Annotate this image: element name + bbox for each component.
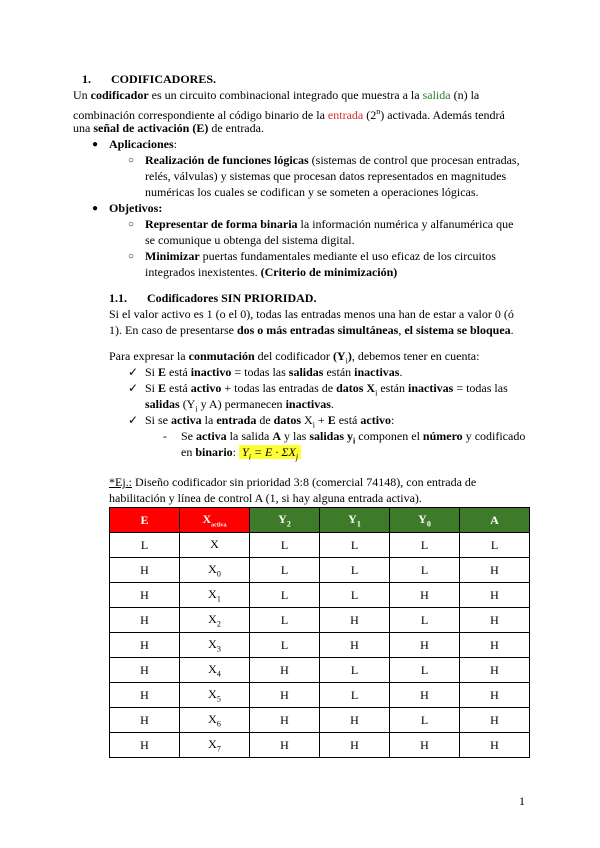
table-cell: L xyxy=(250,533,320,558)
text-bold: inactivas xyxy=(354,365,400,379)
cell-text: X xyxy=(208,561,217,576)
table-cell: H xyxy=(110,558,180,583)
check-icon: ✓ xyxy=(128,365,139,379)
table-cell: H xyxy=(110,733,180,758)
cell-text: X xyxy=(208,686,217,701)
header-subscript: 0 xyxy=(426,519,431,529)
text-red: entrada xyxy=(327,108,364,122)
table-cell: H xyxy=(110,708,180,733)
subscript: i xyxy=(375,388,378,398)
table-cell xyxy=(180,583,250,608)
table-cell: L xyxy=(390,708,460,733)
table-cell: H xyxy=(460,633,530,658)
text-bold: conmutación xyxy=(188,349,255,363)
text: del codificador xyxy=(254,349,333,363)
example-prefix: *Ej.: xyxy=(109,475,132,489)
table-cell: L xyxy=(320,658,390,683)
table-cell: H xyxy=(320,633,390,658)
check-icon: ✓ xyxy=(128,381,139,395)
text: y codificado xyxy=(462,429,526,443)
text-bold: E xyxy=(158,365,167,379)
text: puertas fundamentales mediante el uso eficaz de los circuitos xyxy=(199,249,496,263)
text: , xyxy=(398,323,405,337)
text: Se xyxy=(181,429,196,443)
table-cell xyxy=(180,558,250,583)
table-cell: H xyxy=(460,608,530,633)
text-bold: inactivas xyxy=(407,381,454,395)
table-cell: L xyxy=(460,533,530,558)
text-bold: señal de activación (E) xyxy=(93,121,209,135)
text-bold: el sistema se bloquea xyxy=(404,323,511,337)
text-bold: activa xyxy=(171,413,202,427)
table-cell: H xyxy=(390,583,460,608)
truth-table xyxy=(109,507,530,758)
highlighted-formula xyxy=(239,445,301,462)
table-cell: H xyxy=(460,708,530,733)
text: Si el valor activo es 1 (o el 0), todas las entradas menos una han de estar a valor 0 (ó xyxy=(109,307,514,321)
table-cell: L xyxy=(250,558,320,583)
text: habilitación y línea de control A (1, si hay alguna entrada activa). xyxy=(109,491,422,505)
text: = todas las xyxy=(453,381,508,395)
bullet-icon: ● xyxy=(92,139,99,150)
text-bold: binario xyxy=(195,445,233,459)
table-row xyxy=(110,633,530,658)
table-row xyxy=(110,708,530,733)
cell-text: X xyxy=(208,611,217,626)
header-cell xyxy=(390,508,460,533)
table-row xyxy=(110,733,530,758)
formula-text: = E · ΣX xyxy=(250,445,296,459)
text: 1). En caso de presentarse xyxy=(109,323,237,337)
cell-subscript: 4 xyxy=(216,669,221,679)
table-cell: L xyxy=(390,658,460,683)
circle-bullet-icon: ○ xyxy=(128,155,135,166)
text-bold: codificador xyxy=(90,88,149,102)
table-cell xyxy=(180,683,250,708)
text: la salida xyxy=(226,429,273,443)
subscript: i xyxy=(195,404,198,414)
header-label: Y xyxy=(278,511,287,526)
text-bold: E xyxy=(158,381,167,395)
text-green: salida xyxy=(422,88,451,102)
header-cell xyxy=(320,508,390,533)
text-bold: activo xyxy=(190,381,222,395)
subsection-number: 1.1. xyxy=(109,291,127,305)
cell-subscript: 0 xyxy=(216,569,221,579)
table-cell: H xyxy=(110,583,180,608)
text: se comunique u obtenga del sistema digital. xyxy=(145,233,355,247)
header-label: E xyxy=(140,512,149,527)
circle-bullet-icon: ○ xyxy=(128,219,135,230)
text-bold: Representar de forma binaria xyxy=(145,217,298,231)
text-bold: inactivo xyxy=(190,365,232,379)
dash-item-line-2 xyxy=(181,444,301,465)
text-bold: entrada xyxy=(216,413,257,427)
table-row xyxy=(110,533,530,558)
text: + todas las entradas de xyxy=(221,381,337,395)
text-bold: activo xyxy=(360,413,392,427)
text-bold: Aplicaciones xyxy=(109,137,174,151)
header-cell xyxy=(250,508,320,533)
text-bold: inactivas xyxy=(285,397,331,411)
header-label: X xyxy=(202,511,212,526)
table-row xyxy=(110,558,530,583)
cell-subscript: 2 xyxy=(216,619,221,629)
table-cell: L xyxy=(250,583,320,608)
table-cell: H xyxy=(460,658,530,683)
table-cell xyxy=(180,608,250,633)
text-bold: salidas xyxy=(145,397,180,411)
cell-subscript: 1 xyxy=(216,594,221,604)
text-bold: salidas xyxy=(288,365,324,379)
cell-text: X xyxy=(208,586,217,601)
aplicaciones-label xyxy=(109,136,177,152)
table-cell: H xyxy=(250,658,320,683)
text: numéricas los cuales se codifican y se someten a operaciones lógicas. xyxy=(145,185,479,199)
table-cell: L xyxy=(320,583,390,608)
table-cell: H xyxy=(390,733,460,758)
table-cell: H xyxy=(320,708,390,733)
text: = todas las xyxy=(231,365,289,379)
table-cell: H xyxy=(320,608,390,633)
text: es un circuito combinacional integrado que muestra a la xyxy=(148,88,423,102)
header-subscript: activa xyxy=(211,522,227,529)
header-subscript: 2 xyxy=(286,519,291,529)
text: de entrada. xyxy=(208,121,264,135)
text: ) activada. Además tendrá xyxy=(380,108,505,122)
table-cell xyxy=(180,533,250,558)
subscript: i xyxy=(353,436,356,446)
text: : xyxy=(232,445,240,459)
table-cell: L xyxy=(320,558,390,583)
cell-subscript: 5 xyxy=(216,694,221,704)
text: . xyxy=(330,397,334,411)
header-subscript: 1 xyxy=(356,519,361,529)
text: relés, válvulas) y sistemas que procesan datos representados en magnitudes xyxy=(145,169,507,183)
subscript: i xyxy=(345,356,348,366)
section-heading xyxy=(82,71,216,87)
text: : xyxy=(173,137,178,151)
text: Diseño codificador sin prioridad 3:8 (comercial 74148), con entrada de xyxy=(132,475,477,489)
table-cell: H xyxy=(390,683,460,708)
table-cell: H xyxy=(460,558,530,583)
text: en xyxy=(181,445,196,459)
subsection-title: Codificadores SIN PRIORIDAD. xyxy=(147,291,317,305)
text: Si se xyxy=(145,413,172,427)
table-cell: L xyxy=(250,633,320,658)
bullet-icon: ● xyxy=(92,203,99,214)
text-bold: (Y xyxy=(332,349,346,363)
superscript: n xyxy=(376,107,381,116)
table-cell: H xyxy=(250,708,320,733)
table-cell: L xyxy=(250,608,320,633)
text: . xyxy=(399,365,403,379)
header-cell xyxy=(180,508,250,533)
text: y A) permanecen xyxy=(197,397,286,411)
text-bold: (Criterio de minimización) xyxy=(260,265,398,279)
text-bold: datos xyxy=(273,413,302,427)
text: está xyxy=(166,365,191,379)
dash-bullet: - xyxy=(163,429,167,443)
table-cell: H xyxy=(460,683,530,708)
table-cell xyxy=(180,708,250,733)
table-body xyxy=(110,533,530,758)
table-row xyxy=(110,583,530,608)
text: componen el xyxy=(355,429,423,443)
text-bold: ) xyxy=(347,349,352,363)
text: la información numérica y alfanumérica que xyxy=(297,217,514,231)
table-cell: L xyxy=(320,683,390,708)
text-bold: Minimizar xyxy=(145,249,200,263)
text-bold: Objetivos: xyxy=(109,201,163,215)
table-cell: H xyxy=(250,683,320,708)
text: Un xyxy=(73,88,91,102)
text: , debemos tener en cuenta: xyxy=(351,349,480,363)
text-bold: E xyxy=(327,413,336,427)
text: + xyxy=(314,413,328,427)
subscript: i xyxy=(248,452,251,462)
page-number: 1 xyxy=(519,794,525,808)
paragraph-line xyxy=(109,322,514,338)
text-bold: activa xyxy=(196,429,227,443)
text-bold: dos o más entradas simultáneas xyxy=(236,323,399,337)
table-row xyxy=(110,683,530,708)
text: (n) la xyxy=(450,88,480,102)
text: está xyxy=(335,413,361,427)
text: combinación correspondiente al código binario de la xyxy=(73,108,328,122)
table-cell xyxy=(180,658,250,683)
text: integrados inexistentes. xyxy=(145,265,261,279)
objetivos-item-1 xyxy=(145,216,513,232)
text: una xyxy=(73,121,94,135)
cell-text: X xyxy=(210,536,219,551)
table-cell: L xyxy=(390,558,460,583)
text: X xyxy=(301,413,313,427)
text-bold: datos X xyxy=(336,381,376,395)
text: (sistemas de control que procesan entradas, xyxy=(308,153,520,167)
text: están xyxy=(323,365,355,379)
text-bold: salidas y xyxy=(309,429,354,443)
section-number: 1. xyxy=(82,72,91,86)
subscript: i xyxy=(312,420,315,430)
text: la xyxy=(201,413,217,427)
table-cell xyxy=(180,733,250,758)
header-label: Y xyxy=(418,511,427,526)
header-label: Y xyxy=(348,511,357,526)
cell-subscript: 6 xyxy=(216,719,221,729)
text-bold: A xyxy=(272,429,281,443)
circle-bullet-icon: ○ xyxy=(128,251,135,262)
table-cell: H xyxy=(250,733,320,758)
text: Para expresar la xyxy=(109,349,189,363)
objetivos-item-2 xyxy=(145,248,496,264)
table-cell: H xyxy=(110,633,180,658)
text: (Y xyxy=(179,397,196,411)
table-cell: H xyxy=(110,658,180,683)
table-cell: H xyxy=(460,583,530,608)
table-cell: H xyxy=(460,733,530,758)
section-title: CODIFICADORES. xyxy=(111,72,217,86)
table-cell: H xyxy=(110,608,180,633)
objetivos-item-2-line-2 xyxy=(145,264,397,280)
formula-text: Y xyxy=(242,445,249,459)
cell-text: X xyxy=(208,711,217,726)
subsection-heading xyxy=(109,290,316,306)
text: Si xyxy=(145,381,159,395)
text: . xyxy=(510,323,514,337)
table-cell: H xyxy=(110,683,180,708)
cell-text: X xyxy=(208,636,217,651)
text: están xyxy=(377,381,408,395)
table-cell xyxy=(180,633,250,658)
table-cell: L xyxy=(320,533,390,558)
table-cell: L xyxy=(390,608,460,633)
objetivos-label xyxy=(109,200,162,216)
header-label: A xyxy=(490,512,499,527)
table-row xyxy=(110,608,530,633)
text: y las xyxy=(280,429,310,443)
intro-line-3 xyxy=(73,120,264,136)
text: Si xyxy=(145,365,159,379)
cell-text: X xyxy=(208,661,217,676)
table-cell: H xyxy=(320,733,390,758)
text-bold: Realización de funciones lógicas xyxy=(145,153,309,167)
table-row xyxy=(110,658,530,683)
cell-subscript: 3 xyxy=(216,644,221,654)
cell-subscript: 7 xyxy=(216,744,221,754)
header-cell xyxy=(110,508,180,533)
example-line-1 xyxy=(109,474,476,490)
table-cell: L xyxy=(110,533,180,558)
text: de xyxy=(256,413,274,427)
check-icon: ✓ xyxy=(128,413,139,427)
table-cell: L xyxy=(390,533,460,558)
header-cell xyxy=(460,508,530,533)
text-bold: número xyxy=(422,429,463,443)
intro-line-1 xyxy=(73,87,479,103)
table-cell: H xyxy=(390,633,460,658)
text: (2 xyxy=(363,108,377,122)
cell-text: X xyxy=(208,736,217,751)
table-header-row xyxy=(110,508,530,533)
subscript: j xyxy=(295,452,299,462)
text: : xyxy=(391,413,395,427)
check-item-1 xyxy=(145,364,402,380)
text: está xyxy=(166,381,191,395)
aplicaciones-item-1 xyxy=(145,152,520,168)
